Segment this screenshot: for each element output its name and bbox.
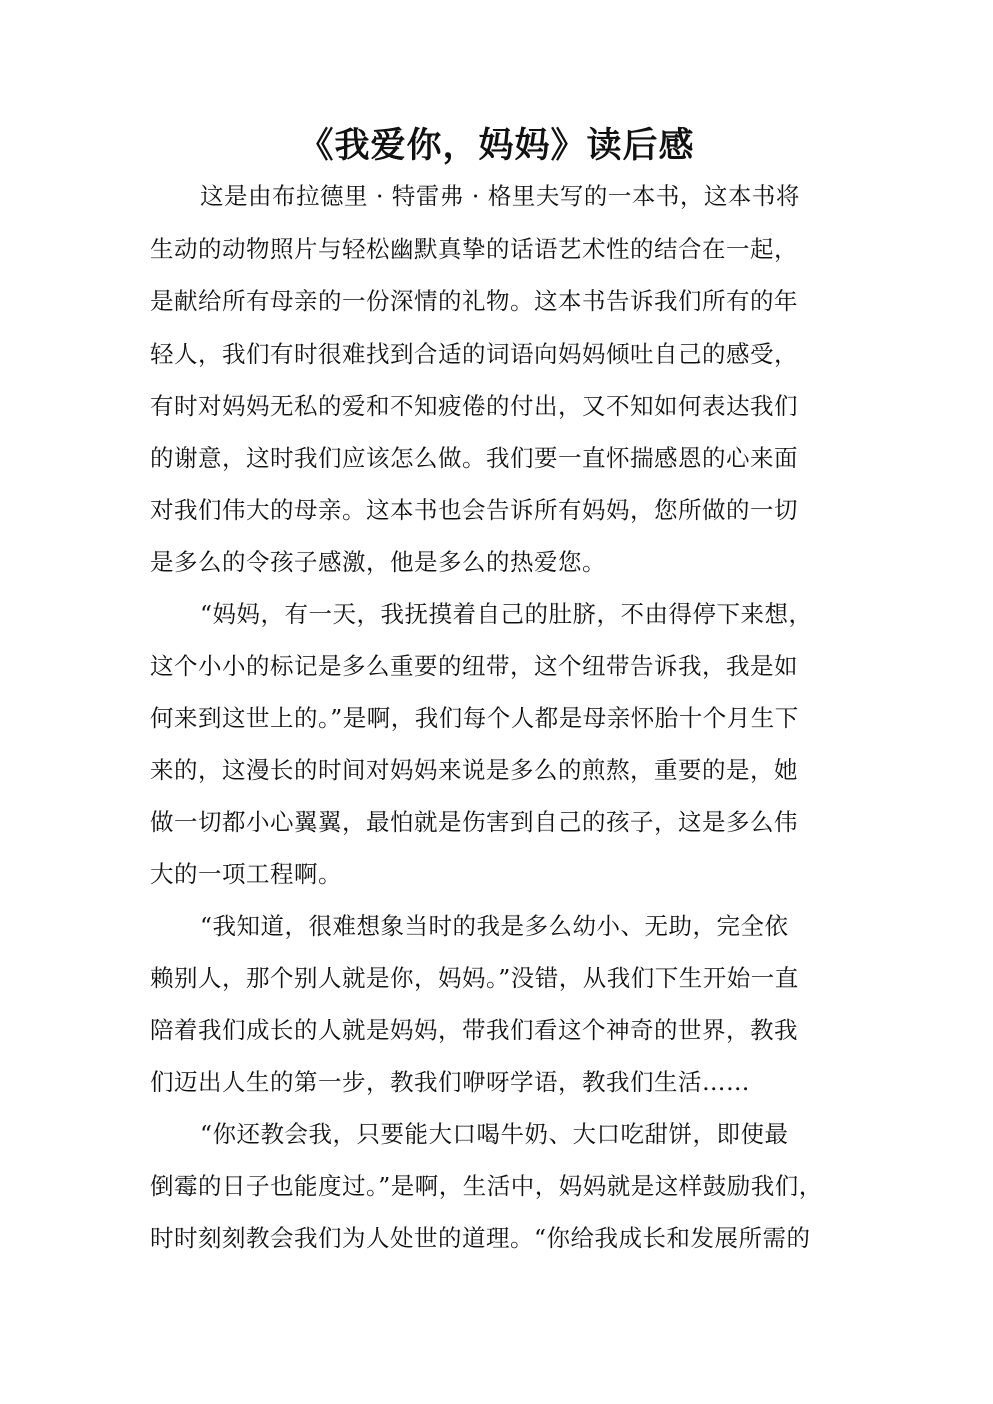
paragraph-3-line-1: “我知道，很难想象当时的我是多么幼小、无助，完全依 bbox=[200, 912, 789, 940]
paragraph-2-line-5: 做一切都小心翼翼，最怕就是伤害到自己的孩子，这是多么伟 bbox=[150, 808, 798, 836]
paragraph-1-line-6: 的谢意，这时我们应该怎么做。我们要一直怀揣感恩的心来面 bbox=[150, 444, 798, 472]
paragraph-1-line-3: 是献给所有母亲的一份深情的礼物。这本书告诉我们所有的年 bbox=[150, 287, 798, 315]
paragraph-3-line-3: 陪着我们成长的人就是妈妈，带我们看这个神奇的世界，教我 bbox=[150, 1016, 798, 1044]
paragraph-1-line-5: 有时对妈妈无私的爱和不知疲倦的付出，又不知如何表达我们 bbox=[150, 392, 798, 420]
paragraph-2-line-1: “妈妈，有一天，我抚摸着自己的肚脐，不由得停下来想， bbox=[200, 600, 813, 628]
paragraph-1-line-8: 是多么的令孩子感激，他是多么的热爱您。 bbox=[150, 548, 606, 576]
document-title: 《我爱你，妈妈》读后感 bbox=[298, 126, 695, 166]
paragraph-2-line-2: 这个小小的标记是多么重要的纽带，这个纽带告诉我，我是如 bbox=[150, 652, 798, 680]
paragraph-4-line-1: “你还教会我，只要能大口喝牛奶、大口吃甜饼，即使最 bbox=[200, 1120, 789, 1148]
paragraph-1-line-2: 生动的动物照片与轻松幽默真挚的话语艺术性的结合在一起， bbox=[150, 235, 798, 263]
paragraph-1-line-7: 对我们伟大的母亲。这本书也会告诉所有妈妈，您所做的一切 bbox=[150, 496, 798, 524]
paragraph-4-line-3: 时时刻刻教会我们为人处世的道理。“你给我成长和发展所需的 bbox=[150, 1224, 811, 1252]
paragraph-1-line-4: 轻人，我们有时很难找到合适的词语向妈妈倾吐自己的感受， bbox=[150, 340, 798, 368]
paragraph-1-line-1: 这是由布拉德里 · 特雷弗 · 格里夫写的一本书，这本书将 bbox=[200, 182, 800, 210]
paragraph-2-line-4: 来的，这漫长的时间对妈妈来说是多么的煎熬，重要的是，她 bbox=[150, 756, 798, 784]
paragraph-2-line-6: 大的一项工程啊。 bbox=[150, 860, 342, 888]
paragraph-2-line-3: 何来到这世上的。”是啊，我们每个人都是母亲怀胎十个月生下 bbox=[150, 704, 799, 732]
paragraph-4-line-2: 倒霉的日子也能度过。”是啊，生活中，妈妈就是这样鼓励我们， bbox=[150, 1172, 823, 1200]
paragraph-3-line-2: 赖别人，那个别人就是你，妈妈。”没错，从我们下生开始一直 bbox=[150, 964, 799, 992]
paragraph-3-line-4: 们迈出人生的第一步，教我们咿呀学语，教我们生活…… bbox=[150, 1068, 750, 1096]
